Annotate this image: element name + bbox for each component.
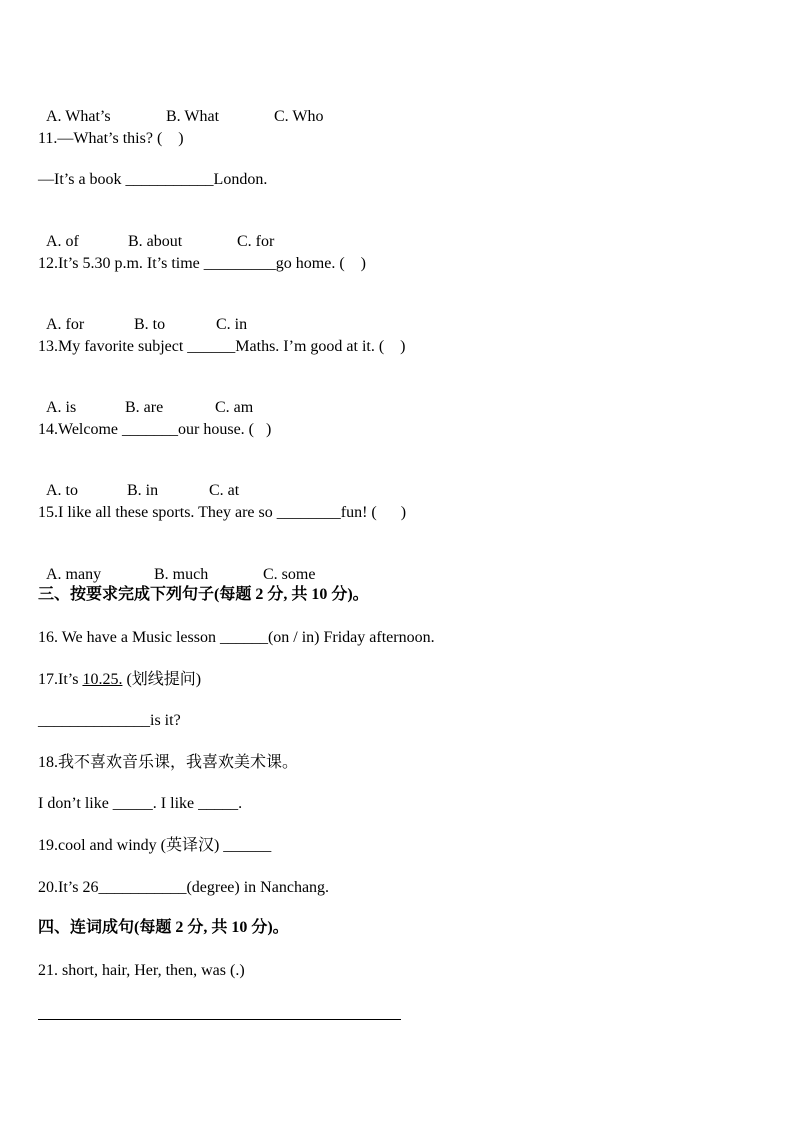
q14-stem: 14.Welcome _______our house. ( ) [38,421,272,438]
q14-option-b: B. in [127,482,159,499]
q13-option-a: A. is [46,399,77,416]
q10-option-b: B. What [166,108,220,125]
q15-option-a: A. many [46,566,102,583]
q14-option-c: C. at [209,482,240,499]
q21-text: 21. short, hair, Her, then, was (.) [38,962,245,979]
q12-option-b: B. to [134,316,166,333]
q13-option-b: B. are [125,399,164,416]
q15-option-c: C. some [263,566,316,583]
q11-option-a: A. of [46,233,79,250]
q16-text: 16. We have a Music lesson ______(on / in) Friday afternoon. [38,629,435,646]
q20-text: 20.It’s 26___________(degree) in Nanchang. [38,879,330,896]
q14-option-a: A. to [46,482,78,499]
q11-options [38,212,274,252]
q11-stem: 11.—What’s this? ( ) [38,130,184,147]
q18-answer: I don’t like _____. I like _____. [38,795,243,812]
q13-option-c: C. am [215,399,254,416]
section4-title: 四、连词成句(每题 2 分, 共 10 分)。 [38,919,289,936]
section3-title: 三、按要求完成下列句子(每题 2 分, 共 10 分)。 [38,586,369,603]
q10-option-a: A. What’s [46,108,111,125]
q18-text: 18.我不喜欢音乐课，我喜欢美术课。 [38,754,299,771]
q17-answer: ______________is it? [38,712,181,729]
q15-options [38,545,315,585]
q12-option-c: C. in [216,316,248,333]
q15-option-b: B. much [154,566,209,583]
q10-option-c: C. Who [274,108,324,125]
q12-stem: 12.It’s 5.30 p.m. It’s time _________go home. ( ) [38,255,366,272]
q13-options [38,378,253,418]
q19-text: 19.cool and windy (英译汉) ______ [38,837,272,854]
q17-prefix: 17.It’s [38,671,83,688]
q14-options [38,461,239,501]
q13-stem: 13.My favorite subject ______Maths. I’m good at it. ( ) [38,338,406,355]
q11-sub: —It’s a book ___________London. [38,171,268,188]
q21-answer-line [38,1019,401,1020]
q12-options [38,295,247,335]
q17-suffix: (划线提问) [122,671,202,688]
q11-option-c: C. for [237,233,275,250]
q17-underlined: 10.25. [82,671,123,688]
q12-option-a: A. for [46,316,85,333]
q11-option-b: B. about [128,233,183,250]
q10-options [38,87,323,127]
q15-stem: 15.I like all these sports. They are so ________fun! ( ) [38,504,407,521]
q17-stem [38,670,201,690]
